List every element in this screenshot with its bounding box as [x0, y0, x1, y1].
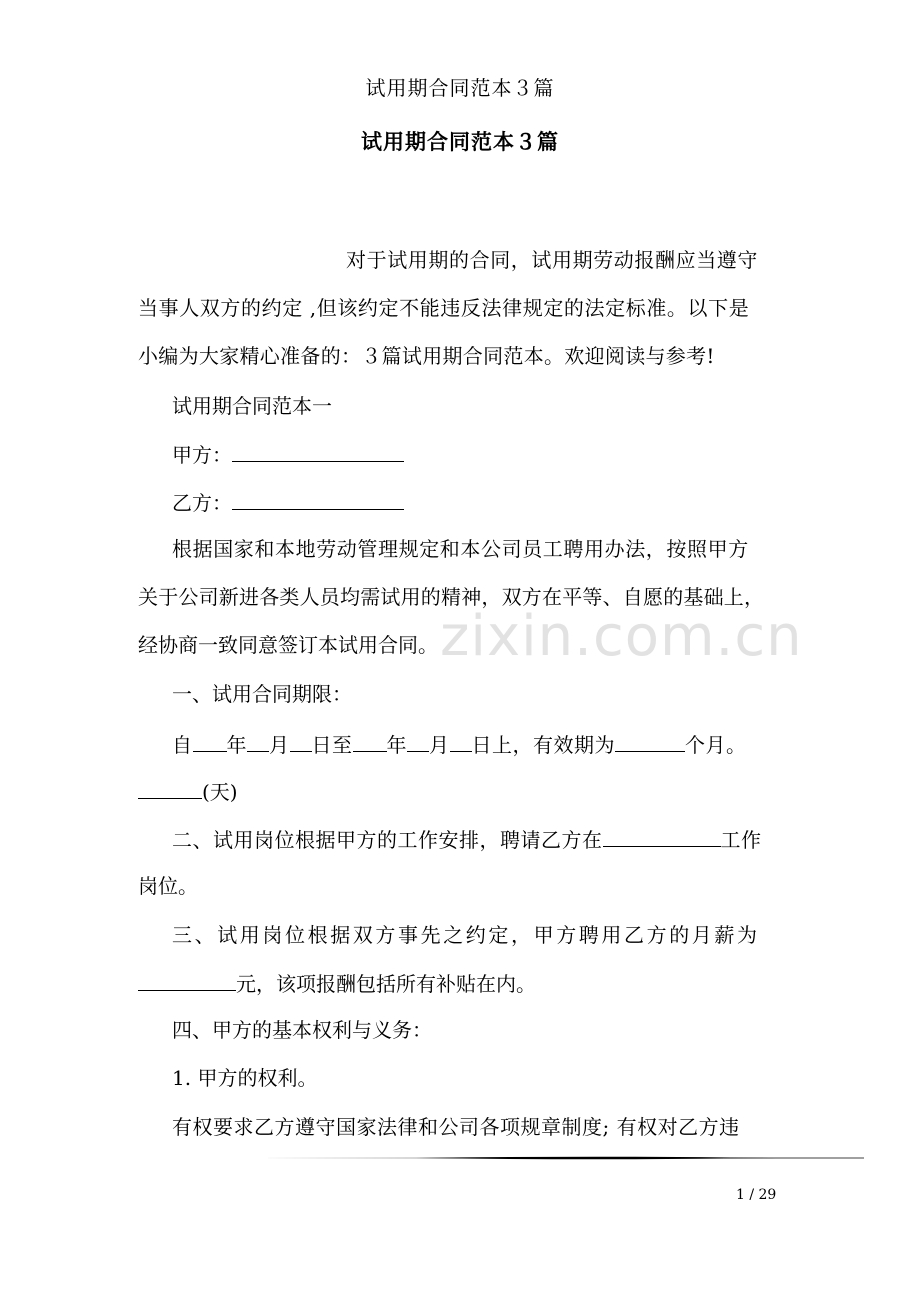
- clause-4-item-1: 1. 甲方的权利。: [172, 1066, 318, 1090]
- running-header-title: 试用期合同范本３篇: [365, 76, 555, 100]
- party-b-blank: [232, 491, 404, 510]
- clause-2-line-1: [172, 828, 762, 850]
- document-title: 试用期合同范本３篇: [361, 129, 559, 154]
- clause-2-line-2: 岗位。: [138, 874, 198, 898]
- watermark: zixin.com.cn: [440, 604, 803, 669]
- intro-line-2: 当事人双方的约定 ,但该约定不能违反法律规定的法定标准。以下是: [138, 296, 750, 320]
- start-year-blank: [193, 733, 227, 752]
- term-day-to: 日至: [311, 733, 353, 757]
- clause-2-text: 二、试用岗位根据甲方的工作安排，聘请乙方在: [172, 828, 603, 852]
- clause-1-heading: 一、试用合同期限：: [172, 682, 352, 706]
- party-b-line: [172, 491, 404, 513]
- party-a-label: 甲方：: [172, 443, 232, 467]
- end-month-blank: [407, 733, 429, 752]
- term-month: 月: [269, 733, 290, 757]
- term-days: (天): [202, 780, 238, 804]
- term-from: 自: [172, 733, 193, 757]
- term-months: 个月。: [685, 733, 747, 757]
- party-b-label: 乙方：: [172, 491, 232, 515]
- clause-4-item-1-text: 有权要求乙方遵守国家法律和公司各项规章制度; 有权对乙方违: [172, 1115, 740, 1139]
- section-heading: 试用期合同范本一: [172, 394, 332, 418]
- term-year-2: 年: [386, 733, 407, 757]
- preamble-line-3: 经协商一致同意签订本试用合同。: [138, 633, 438, 657]
- clause-1-days-line: [138, 780, 238, 802]
- party-a-line: [172, 443, 404, 465]
- clause-3-line-1: 三、试用岗位根据双方事先之约定，甲方聘用乙方的月薪为: [172, 923, 760, 947]
- clause-3-tail: 元，该项报酬包括所有补贴在内。: [236, 972, 536, 996]
- months-blank: [615, 733, 685, 752]
- days-blank: [138, 780, 202, 799]
- term-validity: 日上，有效期为: [471, 733, 615, 757]
- end-day-blank: [450, 733, 472, 752]
- clause-2-text-tail: 工作: [720, 828, 762, 852]
- preamble-line-1: 根据国家和本地劳动管理规定和本公司员工聘用办法，按照甲方: [172, 537, 749, 561]
- preamble-line-2: 关于公司新进各类人员均需试用的精神，双方在平等、自愿的基础上，: [138, 585, 765, 609]
- start-day-blank: [290, 733, 312, 752]
- term-year: 年: [226, 733, 247, 757]
- position-blank: [603, 828, 721, 847]
- clause-1-term-line: [172, 733, 747, 755]
- intro-line-3: 小编为大家精心准备的：３篇试用期合同范本。欢迎阅读与参考!: [138, 344, 715, 368]
- salary-blank: [138, 972, 236, 991]
- footer-divider: [166, 1156, 864, 1160]
- clause-3-line-2: [138, 972, 536, 994]
- intro-line-1: 对于试用期的合同，试用期劳动报酬应当遵守: [346, 248, 758, 272]
- page-number: 1 / 29: [736, 1187, 777, 1203]
- clause-4-heading: 四、甲方的基本权利与义务：: [172, 1018, 432, 1042]
- party-a-blank: [232, 443, 404, 462]
- start-month-blank: [247, 733, 269, 752]
- end-year-blank: [353, 733, 387, 752]
- term-month-2: 月: [429, 733, 450, 757]
